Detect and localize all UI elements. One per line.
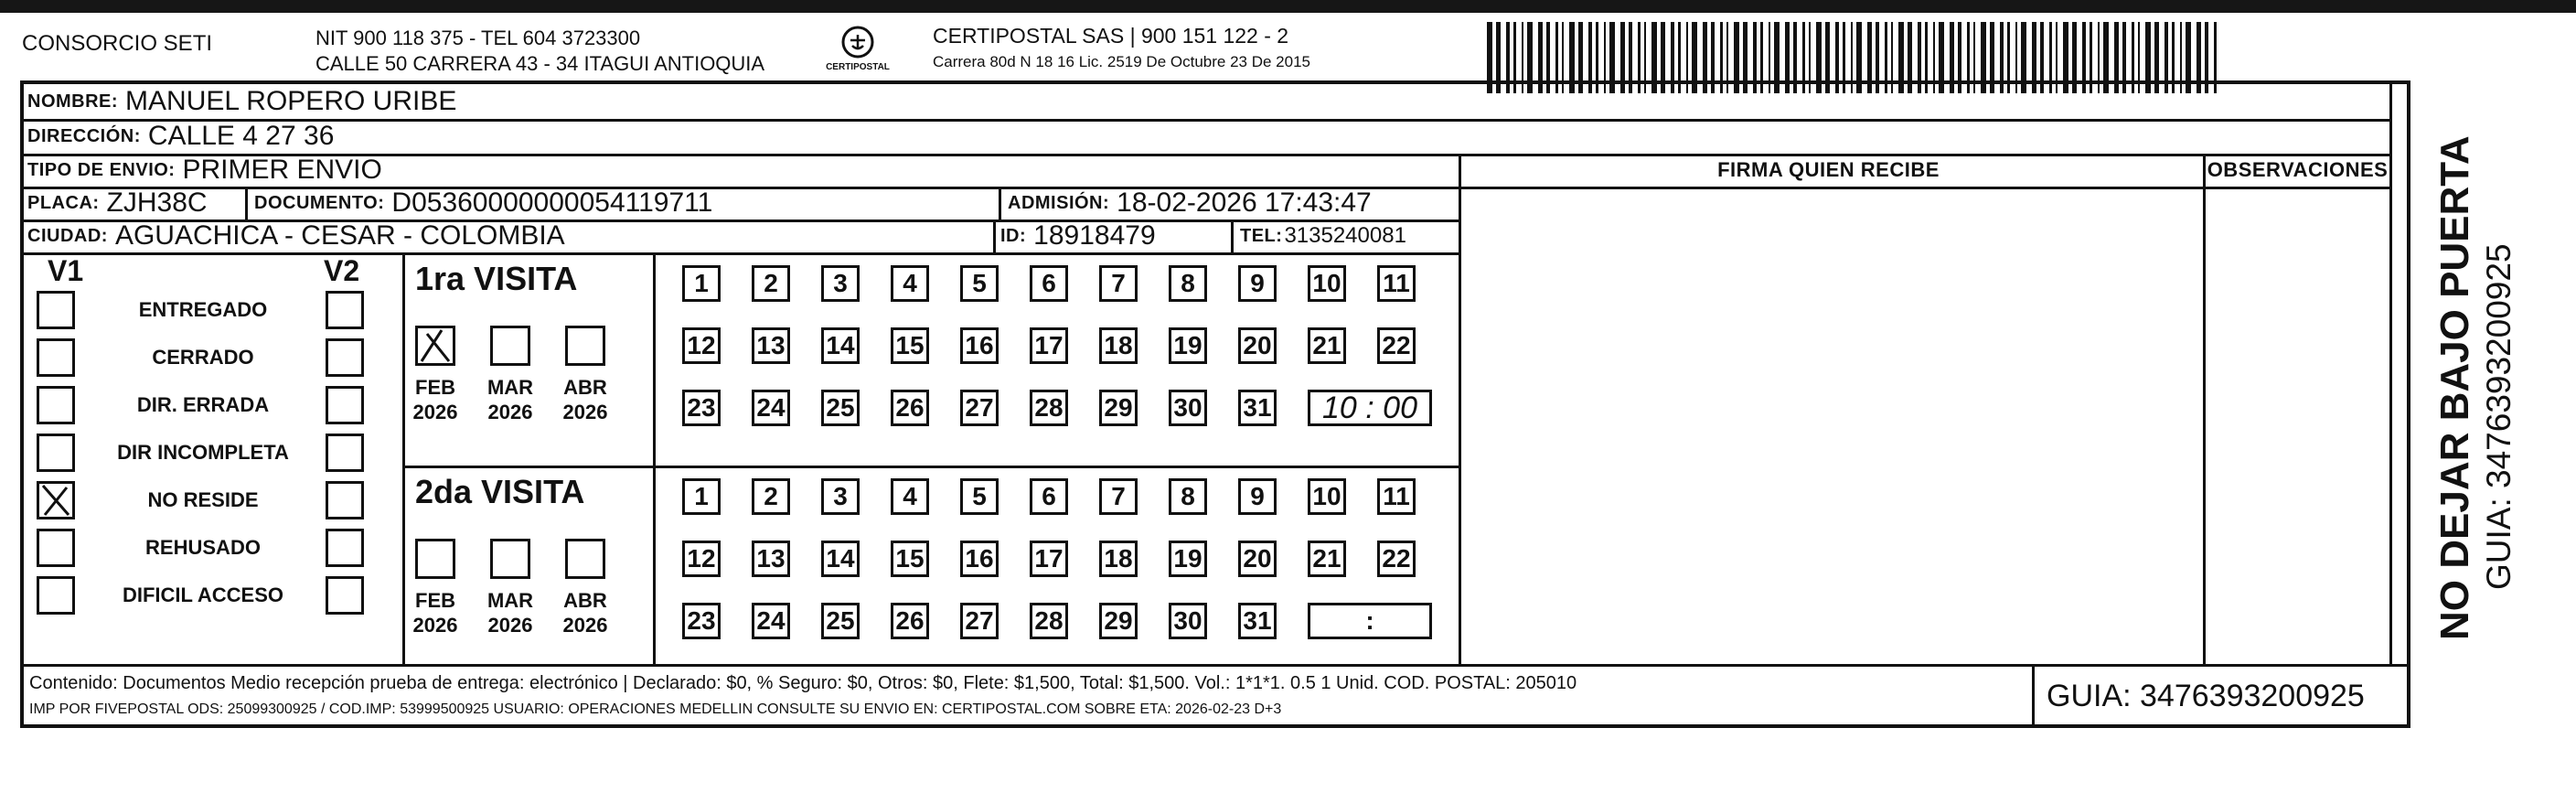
placa-label: PLACA: xyxy=(27,192,100,213)
day-box[interactable]: 23 xyxy=(682,390,721,426)
observaciones-header: OBSERVACIONES xyxy=(2207,158,2389,181)
documento-label: DOCUMENTO: xyxy=(254,192,385,213)
day-box[interactable]: 30 xyxy=(1169,390,1207,426)
day-box[interactable]: 6 xyxy=(1030,478,1068,515)
direccion-value: CALLE 4 27 36 xyxy=(147,121,335,151)
day-box[interactable]: 15 xyxy=(891,327,929,364)
v2-checkbox[interactable] xyxy=(326,386,364,424)
v1-checkbox[interactable] xyxy=(37,338,75,377)
month-checkbox[interactable] xyxy=(415,326,455,366)
month-checkbox[interactable] xyxy=(565,326,605,366)
admision-value: 18-02-2026 17:43:47 xyxy=(1117,187,1372,218)
time-box[interactable]: 10 : 00 xyxy=(1308,390,1432,426)
day-box[interactable]: 12 xyxy=(682,541,721,577)
month-checkbox[interactable] xyxy=(415,539,455,579)
admision-cell xyxy=(1008,187,1372,219)
direccion-label: DIRECCIÓN: xyxy=(27,125,141,146)
month-label: FEB xyxy=(415,376,455,399)
day-box[interactable]: 23 xyxy=(682,603,721,639)
day-box[interactable]: 7 xyxy=(1099,265,1138,302)
day-box[interactable]: 27 xyxy=(960,390,999,426)
day-box[interactable]: 15 xyxy=(891,541,929,577)
admision-label: ADMISIÓN: xyxy=(1008,192,1110,213)
v1-checkbox[interactable] xyxy=(37,291,75,329)
day-box[interactable]: 26 xyxy=(891,390,929,426)
courier-line1: CERTIPOSTAL SAS | 900 151 122 - 2 xyxy=(933,24,1289,48)
day-box[interactable]: 5 xyxy=(960,478,999,515)
status-label: REHUSADO xyxy=(145,536,261,559)
side-guia: GUIA: 3476393200925 xyxy=(2480,243,2517,590)
tipo-envio-row xyxy=(27,154,382,187)
month-checkbox[interactable] xyxy=(490,326,530,366)
certipostal-logo xyxy=(821,22,894,79)
footer-contenido: Contenido: Documentos Medio recepción prueba de entrega: electrónico | Declarado: $0, % Seguro: $0, Otros: $0, Flete: $1,500, Total: $1,500. Vol.: 1*1*1. 0.5 1 Unid. COD. POSTAL: 205010 xyxy=(29,673,1577,693)
day-box[interactable]: 16 xyxy=(960,541,999,577)
day-box[interactable]: 1 xyxy=(682,478,721,515)
day-box[interactable]: 4 xyxy=(891,265,929,302)
month-checkbox[interactable] xyxy=(565,539,605,579)
company-nit: NIT 900 118 375 - TEL 604 3723300 xyxy=(315,27,641,49)
day-box[interactable]: 11 xyxy=(1377,265,1416,302)
v1-label: V1 xyxy=(48,254,84,287)
v2-checkbox[interactable] xyxy=(326,291,364,329)
v1-checkbox[interactable] xyxy=(37,434,75,472)
documento-cell xyxy=(254,187,712,219)
v1-checkbox[interactable] xyxy=(37,481,75,519)
v2-checkbox[interactable] xyxy=(326,434,364,472)
day-box[interactable]: 25 xyxy=(821,603,860,639)
visit-title: 2da VISITA xyxy=(415,473,585,510)
day-box[interactable]: 26 xyxy=(891,603,929,639)
month-label: MAR xyxy=(486,589,534,612)
day-box[interactable]: 27 xyxy=(960,603,999,639)
day-box[interactable]: 13 xyxy=(752,327,790,364)
year-label: 2026 xyxy=(562,401,608,423)
day-box[interactable]: 8 xyxy=(1169,478,1207,515)
month-label: ABR xyxy=(563,376,607,399)
logo-text: CERTIPOSTAL xyxy=(826,62,890,72)
delivery-form xyxy=(20,80,2410,728)
status-label: ENTREGADO xyxy=(138,298,268,321)
documento-value: D05360000000054119711 xyxy=(391,187,713,218)
day-box[interactable]: 4 xyxy=(891,478,929,515)
month-label: ABR xyxy=(563,589,607,612)
day-box[interactable]: 18 xyxy=(1099,541,1138,577)
day-box[interactable]: 19 xyxy=(1169,327,1207,364)
day-box[interactable]: 31 xyxy=(1238,390,1277,426)
firma-header: FIRMA QUIEN RECIBE xyxy=(1717,158,1940,181)
day-box[interactable]: 20 xyxy=(1238,541,1277,577)
day-box[interactable]: 17 xyxy=(1030,541,1068,577)
year-label: 2026 xyxy=(487,401,533,423)
v2-checkbox[interactable] xyxy=(326,481,364,519)
footer-imp: IMP POR FIVEPOSTAL ODS: 25099300925 / COD.IMP: 53999500925 USUARIO: OPERACIONES MEDELLIN CONSULTE SU ENVIO EN: CERTIPOSTAL.COM SOBRE ETA: 2026-02-23 D+3 xyxy=(29,701,1282,717)
nombre-row xyxy=(27,84,456,119)
tipo-envio-value: PRIMER ENVIO xyxy=(182,155,382,185)
day-box[interactable]: 1 xyxy=(682,265,721,302)
status-label: DIFICIL ACCESO xyxy=(122,584,283,606)
direccion-row xyxy=(27,119,334,154)
v2-checkbox[interactable] xyxy=(326,338,364,377)
day-box[interactable]: 2 xyxy=(752,265,790,302)
day-box[interactable]: 18 xyxy=(1099,327,1138,364)
day-box[interactable]: 7 xyxy=(1099,478,1138,515)
day-box[interactable]: 21 xyxy=(1308,327,1346,364)
month-label: MAR xyxy=(486,376,534,399)
day-box[interactable]: 17 xyxy=(1030,327,1068,364)
ciudad-label: CIUDAD: xyxy=(27,225,108,246)
day-box[interactable]: 14 xyxy=(821,327,860,364)
day-box[interactable]: 11 xyxy=(1377,478,1416,515)
day-box[interactable]: 24 xyxy=(752,390,790,426)
status-label: NO RESIDE xyxy=(147,488,259,511)
tipo-envio-label: TIPO DE ENVIO: xyxy=(27,159,176,180)
day-box[interactable]: 10 xyxy=(1308,478,1346,515)
v2-checkbox[interactable] xyxy=(326,529,364,567)
month-checkbox[interactable] xyxy=(490,539,530,579)
day-box[interactable]: 14 xyxy=(821,541,860,577)
day-box[interactable]: 3 xyxy=(821,265,860,302)
day-box[interactable]: 9 xyxy=(1238,265,1277,302)
day-box[interactable]: 31 xyxy=(1238,603,1277,639)
top-scan-strip xyxy=(0,0,2576,13)
day-box[interactable]: 13 xyxy=(752,541,790,577)
tel-label: TEL: xyxy=(1240,225,1283,246)
placa-value: ZJH38C xyxy=(106,187,208,218)
nombre-value: MANUEL ROPERO URIBE xyxy=(125,86,457,116)
day-box[interactable]: 5 xyxy=(960,265,999,302)
tel-cell xyxy=(1240,219,1406,252)
day-box[interactable]: 6 xyxy=(1030,265,1068,302)
day-box[interactable]: 12 xyxy=(682,327,721,364)
day-box[interactable]: 19 xyxy=(1169,541,1207,577)
id-cell xyxy=(1000,219,1156,252)
day-box[interactable]: 9 xyxy=(1238,478,1277,515)
id-value: 18918479 xyxy=(1033,220,1156,251)
v2-label: V2 xyxy=(324,254,360,287)
year-label: 2026 xyxy=(412,401,458,423)
day-box[interactable]: 24 xyxy=(752,603,790,639)
courier-line2: Carrera 80d N 18 16 Lic. 2519 De Octubre 23 De 2015 xyxy=(933,53,1310,70)
side-warning: NO DEJAR BAJO PUERTA xyxy=(2432,135,2477,640)
year-label: 2026 xyxy=(562,614,608,637)
day-box[interactable]: 21 xyxy=(1308,541,1346,577)
year-label: 2026 xyxy=(487,614,533,637)
v1-checkbox[interactable] xyxy=(37,576,75,615)
day-box[interactable]: 25 xyxy=(821,390,860,426)
day-box[interactable]: 3 xyxy=(821,478,860,515)
day-box[interactable]: 22 xyxy=(1377,541,1416,577)
day-box[interactable]: 29 xyxy=(1099,603,1138,639)
day-box[interactable]: 2 xyxy=(752,478,790,515)
company-name: CONSORCIO SETI xyxy=(22,31,213,56)
v1-checkbox[interactable] xyxy=(37,529,75,567)
v1-checkbox[interactable] xyxy=(37,386,75,424)
ciudad-cell xyxy=(27,219,565,252)
day-box[interactable]: 28 xyxy=(1030,603,1068,639)
company-address: CALLE 50 CARRERA 43 - 34 ITAGUI ANTIOQUIA xyxy=(315,52,765,75)
ciudad-value: AGUACHICA - CESAR - COLOMBIA xyxy=(114,220,565,251)
day-box[interactable]: 30 xyxy=(1169,603,1207,639)
nombre-label: NOMBRE: xyxy=(27,91,119,112)
day-box[interactable]: 28 xyxy=(1030,390,1068,426)
time-box[interactable]: : xyxy=(1308,603,1432,639)
v2-checkbox[interactable] xyxy=(326,576,364,615)
day-box[interactable]: 10 xyxy=(1308,265,1346,302)
month-label: FEB xyxy=(415,589,455,612)
placa-cell xyxy=(27,187,208,219)
day-box[interactable]: 29 xyxy=(1099,390,1138,426)
tel-value: 3135240081 xyxy=(1284,223,1406,248)
day-box[interactable]: 8 xyxy=(1169,265,1207,302)
status-label: CERRADO xyxy=(152,346,254,369)
status-label: DIR. ERRADA xyxy=(136,393,270,416)
day-box[interactable]: 16 xyxy=(960,327,999,364)
status-label: DIR INCOMPLETA xyxy=(117,441,289,464)
id-label: ID: xyxy=(1000,225,1027,246)
year-label: 2026 xyxy=(412,614,458,637)
day-box[interactable]: 20 xyxy=(1238,327,1277,364)
day-box[interactable]: 22 xyxy=(1377,327,1416,364)
visit-title: 1ra VISITA xyxy=(415,260,578,297)
footer-guia: GUIA: 3476393200925 xyxy=(2047,679,2365,713)
